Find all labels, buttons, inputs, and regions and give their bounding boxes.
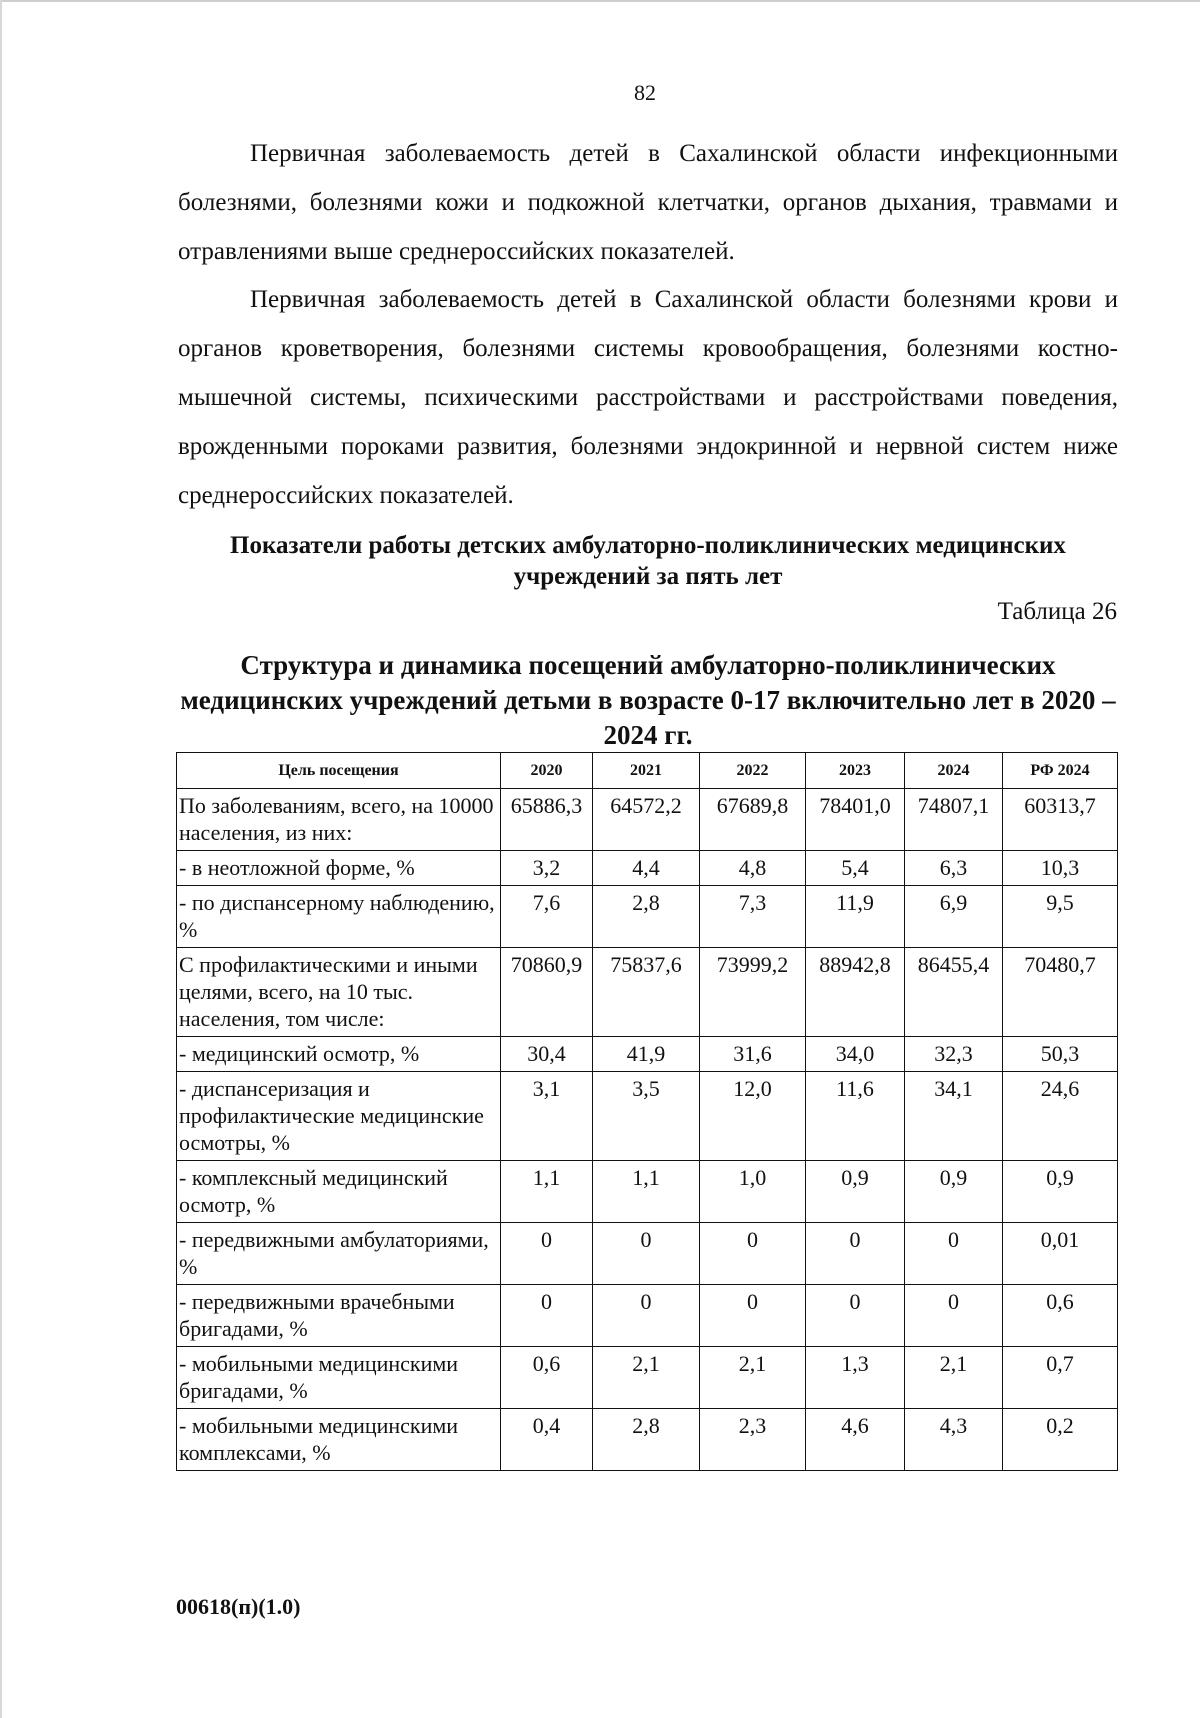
table-cell: 65886,3: [501, 789, 593, 851]
row-label: С профилактическими и иными целями, всего, на 10 тыс. населения, том числе:: [177, 948, 501, 1037]
table-cell: 24,6: [1003, 1072, 1118, 1161]
column-header: Цель посещения: [177, 753, 501, 789]
table-cell: 0: [806, 1223, 905, 1285]
column-header: 2024: [905, 753, 1003, 789]
table-cell: 78401,0: [806, 789, 905, 851]
table-cell: 6,3: [905, 851, 1003, 886]
table-row: [177, 1409, 1118, 1471]
row-label: - передвижными амбулаториями, %: [177, 1223, 501, 1285]
table-cell: 73999,2: [700, 948, 806, 1037]
table-cell: 1,1: [501, 1161, 593, 1223]
row-label: - мобильными медицинскими комплексами, %: [177, 1409, 501, 1471]
table-cell: 0,01: [1003, 1223, 1118, 1285]
row-label: - диспансеризация и профилактические медицинские осмотры, %: [177, 1072, 501, 1161]
table-cell: 0,7: [1003, 1347, 1118, 1409]
table-cell: 30,4: [501, 1037, 593, 1072]
table-row: [177, 1072, 1118, 1161]
table-cell: 0,6: [1003, 1285, 1118, 1347]
table-cell: 1,3: [806, 1347, 905, 1409]
table-cell: 2,8: [593, 1409, 700, 1471]
table-cell: 70860,9: [501, 948, 593, 1037]
table-cell: 41,9: [593, 1037, 700, 1072]
table-row: [177, 886, 1118, 948]
table-cell: 0,4: [501, 1409, 593, 1471]
page-top-edge: [0, 0, 1200, 2]
table-cell: 2,8: [593, 886, 700, 948]
section-title: Показатели работы детских амбулаторно-поликлинических медицинских учреждений за пять лет: [230, 532, 1066, 590]
table-cell: 74807,1: [905, 789, 1003, 851]
table-cell: 0,2: [1003, 1409, 1118, 1471]
table-cell: 0: [905, 1223, 1003, 1285]
visits-table: [176, 752, 1118, 1471]
table-cell: 50,3: [1003, 1037, 1118, 1072]
table-cell: 3,5: [593, 1072, 700, 1161]
document-code: 00618(п)(1.0): [176, 1594, 301, 1619]
table-cell: 10,3: [1003, 851, 1118, 886]
table-cell: 2,1: [700, 1347, 806, 1409]
row-label: - по диспансерному наблюдению, %: [177, 886, 501, 948]
table-row: [177, 851, 1118, 886]
table-cell: 0: [905, 1285, 1003, 1347]
table-number: Таблица 26: [997, 598, 1117, 625]
column-header: 2020: [501, 753, 593, 789]
row-label: - медицинский осмотр, %: [177, 1037, 501, 1072]
table-cell: 4,4: [593, 851, 700, 886]
column-header: 2022: [700, 753, 806, 789]
table-cell: 64572,2: [593, 789, 700, 851]
row-label: - в неотложной форме, %: [177, 851, 501, 886]
table-row: [177, 948, 1118, 1037]
table-cell: 86455,4: [905, 948, 1003, 1037]
table-row: [177, 1037, 1118, 1072]
table-cell: 2,1: [905, 1347, 1003, 1409]
table-cell: 0: [501, 1285, 593, 1347]
table-cell: 3,2: [501, 851, 593, 886]
table-cell: 0: [501, 1223, 593, 1285]
row-label: - мобильными медицинскими бригадами, %: [177, 1347, 501, 1409]
table-title: Структура и динамика посещений амбулаторно-поликлинических медицинских учреждений детьми в возрасте 0-17 включительно лет в 2020 – 2024 гг.: [180, 650, 1116, 750]
column-header: 2021: [593, 753, 700, 789]
page-number: 82: [634, 80, 656, 105]
table-cell: 11,9: [806, 886, 905, 948]
table-cell: 34,1: [905, 1072, 1003, 1161]
table-cell: 0,6: [501, 1347, 593, 1409]
table-cell: 0: [806, 1285, 905, 1347]
paragraph-2: Первичная заболеваемость детей в Сахалинской области болезнями крови и органов кроветворения, болезнями системы кровообращения, болезнями костно-мышечной системы, психическими расстройствами и расстройствами поведения, врожденными пороками развития, болезнями эндокринной и нервной систем ниже среднероссийских показателей.: [178, 286, 1118, 509]
table-cell: 3,1: [501, 1072, 593, 1161]
row-label: По заболеваниям, всего, на 10000 населения, из них:: [177, 789, 501, 851]
table-cell: 7,3: [700, 886, 806, 948]
table-cell: 0: [700, 1285, 806, 1347]
table-cell: 1,0: [700, 1161, 806, 1223]
table-cell: 31,6: [700, 1037, 806, 1072]
table-row: [177, 789, 1118, 851]
table-cell: 88942,8: [806, 948, 905, 1037]
table-cell: 2,3: [700, 1409, 806, 1471]
table-cell: 34,0: [806, 1037, 905, 1072]
table-row: [177, 1347, 1118, 1409]
column-header: 2023: [806, 753, 905, 789]
table-cell: 60313,7: [1003, 789, 1118, 851]
paragraph-1: Первичная заболеваемость детей в Сахалинской области инфекционными болезнями, болезнями кожи и подкожной клетчатки, органов дыхания, травмами и отравлениями выше среднероссийских показателей.: [178, 140, 1118, 265]
table-row: [177, 1161, 1118, 1223]
table-cell: 32,3: [905, 1037, 1003, 1072]
table-cell: 1,1: [593, 1161, 700, 1223]
table-cell: 4,8: [700, 851, 806, 886]
table-cell: 11,6: [806, 1072, 905, 1161]
column-header: РФ 2024: [1003, 753, 1118, 789]
table-cell: 12,0: [700, 1072, 806, 1161]
page-left-edge: [0, 0, 2, 1718]
table-cell: 4,3: [905, 1409, 1003, 1471]
row-label: - передвижными врачебными бригадами, %: [177, 1285, 501, 1347]
table-cell: 67689,8: [700, 789, 806, 851]
table-cell: 9,5: [1003, 886, 1118, 948]
table-row: [177, 1285, 1118, 1347]
table-row: [177, 1223, 1118, 1285]
table-cell: 0: [593, 1285, 700, 1347]
table-header-row: [177, 753, 1118, 789]
table-cell: 70480,7: [1003, 948, 1118, 1037]
table-cell: 7,6: [501, 886, 593, 948]
table-cell: 4,6: [806, 1409, 905, 1471]
table-cell: 75837,6: [593, 948, 700, 1037]
table-cell: 0,9: [905, 1161, 1003, 1223]
row-label: - комплексный медицинский осмотр, %: [177, 1161, 501, 1223]
table-cell: 6,9: [905, 886, 1003, 948]
table-cell: 0: [700, 1223, 806, 1285]
table-cell: 5,4: [806, 851, 905, 886]
table-cell: 0,9: [1003, 1161, 1118, 1223]
table-cell: 0,9: [806, 1161, 905, 1223]
table-cell: 2,1: [593, 1347, 700, 1409]
table-cell: 0: [593, 1223, 700, 1285]
